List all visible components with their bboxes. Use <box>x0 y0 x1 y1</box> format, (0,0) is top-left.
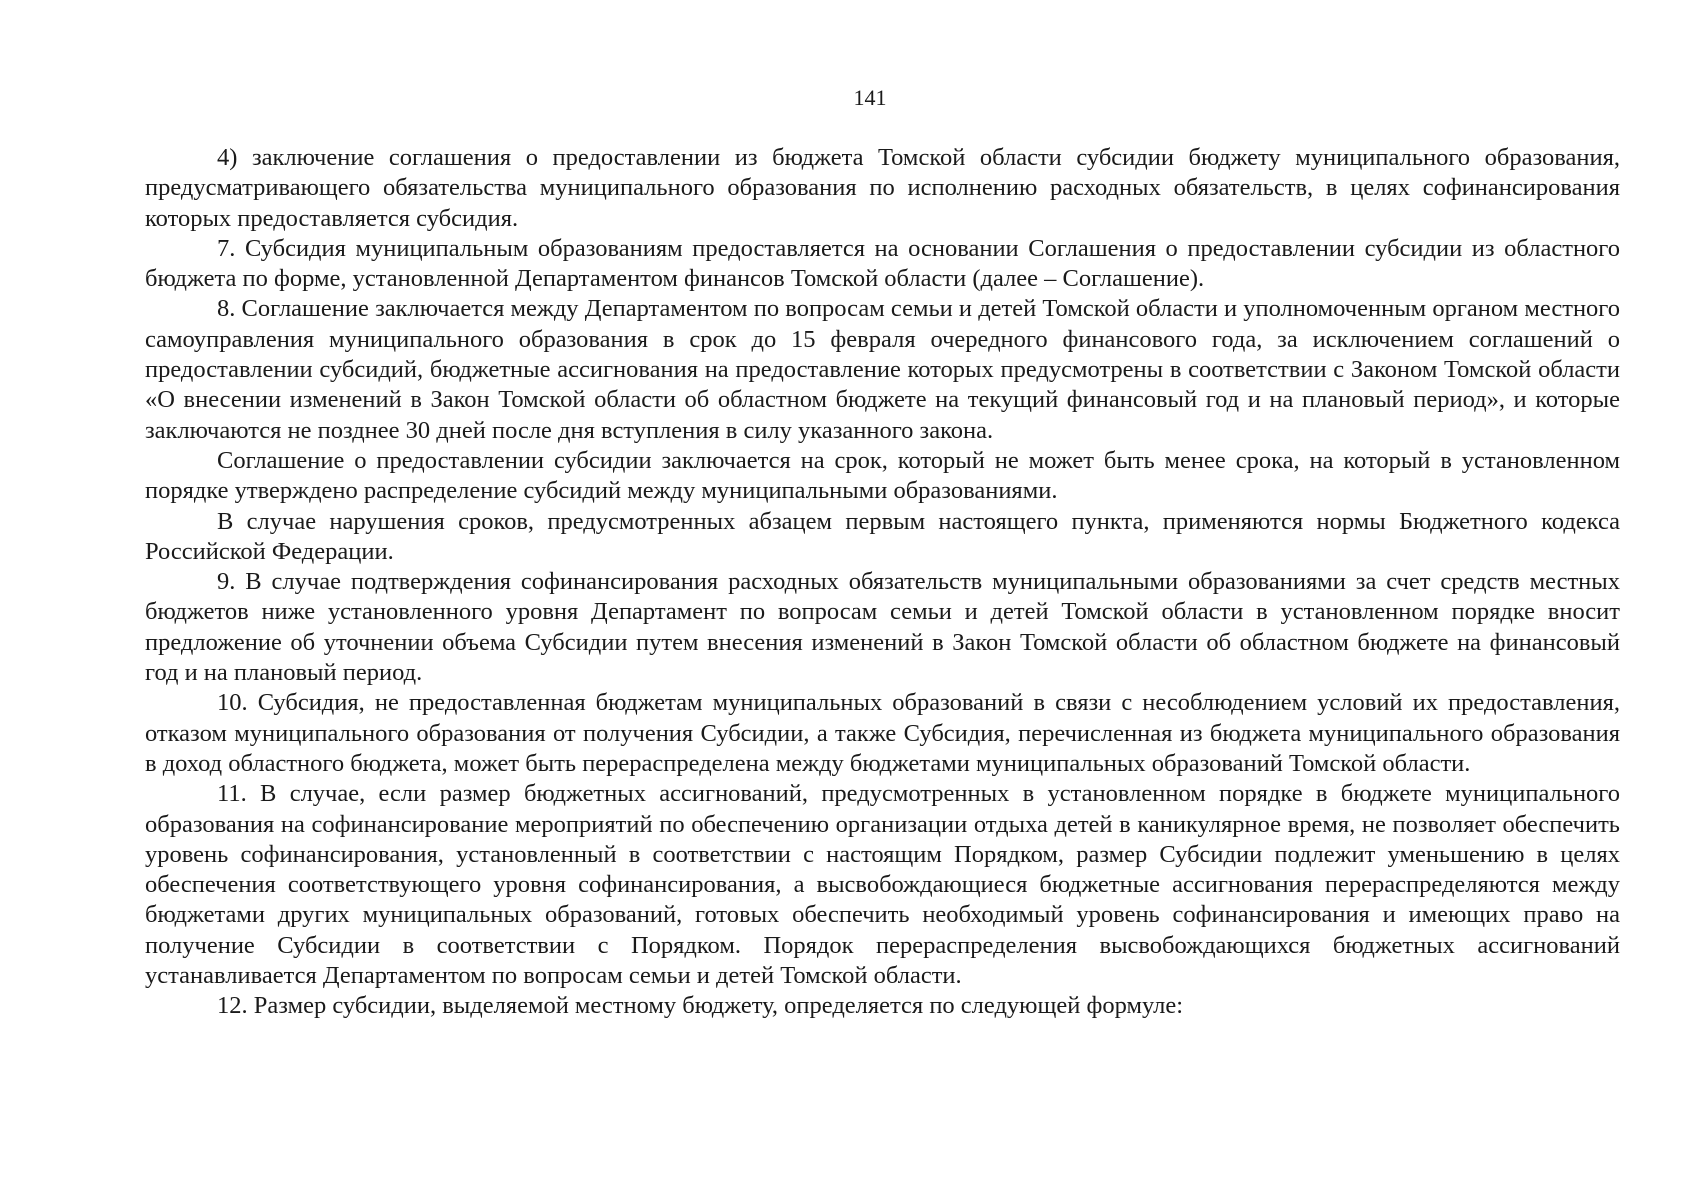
page-number: 141 <box>853 85 887 110</box>
document-body <box>145 143 1620 1022</box>
paragraph-clause-11: 11. В случае, если размер бюджетных ассигнований, предусмотренных в установленном порядке в бюджете муниципального образования на софинансирование мероприятий по обеспечению организации отдыха детей в каникулярное время, не позволяет обеспечить уровень софинансирования, установленный в соответствии с настоящим Порядком, размер Субсидии подлежит уменьшению в целях обеспечения соответствующего уровня софинансирования, а высвобождающиеся бюджетные ассигнования перераспределяются между бюджетами других муниципальных образований, готовых обеспечить необходимый уровень софинансирования и имеющих право на получение Субсидии в соответствии с Порядком. Порядок перераспределения высвобождающихся бюджетных ассигнований устанавливается Департаментом по вопросам семьи и детей Томской области. <box>145 780 1620 990</box>
paragraph-item-4: 4) заключение соглашения о предоставлении из бюджета Томской области субсидии бюджету муниципального образования, предусматривающего обязательства муниципального образования по исполнению расходных обязательств, в целях софинансирования которых предоставляется субсидия. <box>145 144 1620 232</box>
paragraph-clause-9: 9. В случае подтверждения софинансирования расходных обязательств муниципальными образованиями за счет средств местных бюджетов ниже установленного уровня Департамент по вопросам семьи и детей Томской области в установленном порядке вносит предложение об уточнении объема Субсидии путем внесения изменений в Закон Томской области об областном бюджете на финансовый год и на плановый период. <box>145 568 1620 687</box>
paragraph-clause-7: 7. Субсидия муниципальным образованиям предоставляется на основании Соглашения о предоставлении субсидии из областного бюджета по форме, установленной Департаментом финансов Томской области (далее – Соглашение). <box>145 234 1620 293</box>
paragraph-clause-8: 8. Соглашение заключается между Департаментом по вопросам семьи и детей Томской области и уполномоченным органом местного самоуправления муниципального образования в срок до 15 февраля очередного финансового года, за исключением соглашений о предоставлении субсидий, бюджетные ассигнования на предоставление которых предусмотрены в соответствии с Законом Томской области «О внесении изменений в Закон Томской области об областном бюджете на текущий финансовый год и на плановый период», и которые заключаются не позднее 30 дней после дня вступления в силу указанного закона. <box>145 295 1620 444</box>
paragraph-clause-8-violation: В случае нарушения сроков, предусмотренных абзацем первым настоящего пункта, применяются нормы Бюджетного кодекса Российской Федерации. <box>145 507 1620 565</box>
paragraph-clause-10: 10. Субсидия, не предоставленная бюджетам муниципальных образований в связи с несоблюдением условий их предоставления, отказом муниципального образования от получения Субсидии, а также Субсидия, перечисленная из бюджета муниципального образования в доход областного бюджета, может быть перераспределена между бюджетами муниципальных образований Томской области. <box>145 689 1620 777</box>
paragraph-clause-12: 12. Размер субсидии, выделяемой местному бюджету, определяется по следующей формуле: <box>217 992 1184 1020</box>
paragraph-clause-8-term: Соглашение о предоставлении субсидии заключается на срок, который не может быть менее срока, на который в установленном порядке утверждено распределение субсидий между муниципальными образованиями. <box>145 446 1620 505</box>
